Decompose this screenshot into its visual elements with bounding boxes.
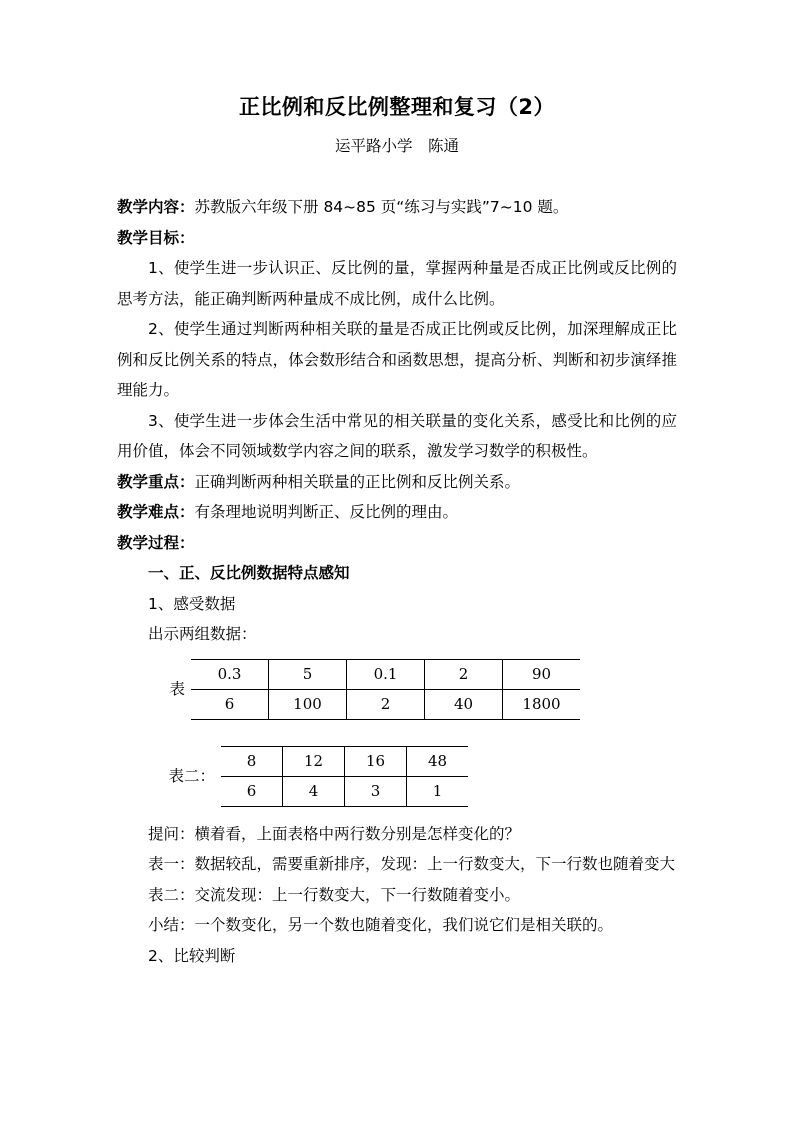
table-cell: 3 bbox=[345, 776, 407, 806]
teaching-content-text: 苏教版六年级下册 84~85 页“练习与实践”7~10 题。 bbox=[194, 198, 569, 216]
table-cell: 2 bbox=[425, 659, 503, 689]
table-cell: 1 bbox=[407, 776, 469, 806]
table-two bbox=[221, 746, 468, 807]
section-heading-one: 一、正、反比例数据特点感知 bbox=[148, 564, 350, 582]
objective-item-1: 1、使学生进一步认识正、反比例的量，掌握两种量是否成正比例或反比例的思考方法，能正确判断两种量成不成比例，成什么比例。 bbox=[117, 259, 677, 308]
summary-line: 小结：一个数变化，另一个数也随着变化，我们说它们是相关联的。 bbox=[148, 916, 614, 934]
show-two-groups-label: 出示两组数据： bbox=[148, 625, 257, 643]
table-cell: 100 bbox=[269, 689, 347, 719]
table-two-note: 表二：交流发现：上一行数变大，下一行数随着变小。 bbox=[148, 885, 521, 904]
step-two-label: 2、比较判断 bbox=[148, 946, 236, 965]
table-cell: 16 bbox=[345, 746, 407, 776]
table-row bbox=[191, 689, 580, 719]
table-cell: 90 bbox=[503, 659, 581, 689]
table-cell: 40 bbox=[425, 689, 503, 719]
document-body bbox=[117, 158, 677, 971]
page-subtitle: 运平路小学 陈通 bbox=[334, 137, 459, 155]
table-one-note: 表一：数据较乱，需要重新排序，发现：上一行数变大，下一行数也随着变大 bbox=[148, 855, 676, 873]
difficulty-line bbox=[117, 497, 677, 528]
key-point-line bbox=[117, 467, 677, 498]
table-two-label: 表二： bbox=[168, 767, 215, 785]
key-point-label: 教学重点： bbox=[117, 472, 195, 491]
objective-item-3: 3、使学生进一步体会生活中常见的相关联量的变化关系，感受比和比例的应用价值，体会不同领域数学内容之间的联系，激发学习数学的积极性。 bbox=[117, 411, 677, 460]
key-point-text: 正确判断两种相关联量的正比例和反比例关系。 bbox=[194, 472, 521, 491]
difficulty-text: 有条理地说明判断正、反比例的理由。 bbox=[194, 503, 459, 521]
table-cell: 48 bbox=[407, 746, 469, 776]
table-one-wrapper bbox=[117, 650, 677, 720]
table-one-label: 表 bbox=[169, 680, 185, 698]
objective-item-2: 2、使学生通过判断两种相关联的量是否成正比例或反比例，加深理解成正比例和反比例关系的特点，体会数形结合和函数思想，提高分析、判断和初步演绎推理能力。 bbox=[117, 320, 677, 399]
table-row bbox=[221, 746, 468, 776]
table-one bbox=[191, 659, 580, 720]
objectives-label: 教学目标： bbox=[117, 228, 195, 247]
table-row bbox=[221, 776, 468, 806]
difficulty-label: 教学难点： bbox=[117, 503, 195, 521]
table-cell: 6 bbox=[191, 689, 269, 719]
teaching-content-line bbox=[117, 192, 677, 223]
table-cell: 2 bbox=[347, 689, 425, 719]
table-cell: 12 bbox=[283, 746, 345, 776]
step-one-label: 1、感受数据 bbox=[148, 594, 236, 613]
question-line: 提问：横着看，上面表格中两行数分别是怎样变化的？ bbox=[148, 824, 521, 843]
process-label: 教学过程： bbox=[117, 533, 195, 552]
table-two-wrapper bbox=[117, 720, 677, 807]
page-title: 正比例和反比例整理和复习（2） bbox=[238, 95, 556, 119]
post-table-notes bbox=[117, 807, 677, 972]
table-cell: 1800 bbox=[503, 689, 581, 719]
table-cell: 4 bbox=[283, 776, 345, 806]
table-row bbox=[191, 659, 580, 689]
table-cell: 8 bbox=[221, 746, 283, 776]
table-cell: 0.1 bbox=[347, 659, 425, 689]
table-cell: 5 bbox=[269, 659, 347, 689]
table-cell: 6 bbox=[221, 776, 283, 806]
table-cell: 0.3 bbox=[191, 659, 269, 689]
teaching-content-label: 教学内容： bbox=[117, 198, 195, 216]
